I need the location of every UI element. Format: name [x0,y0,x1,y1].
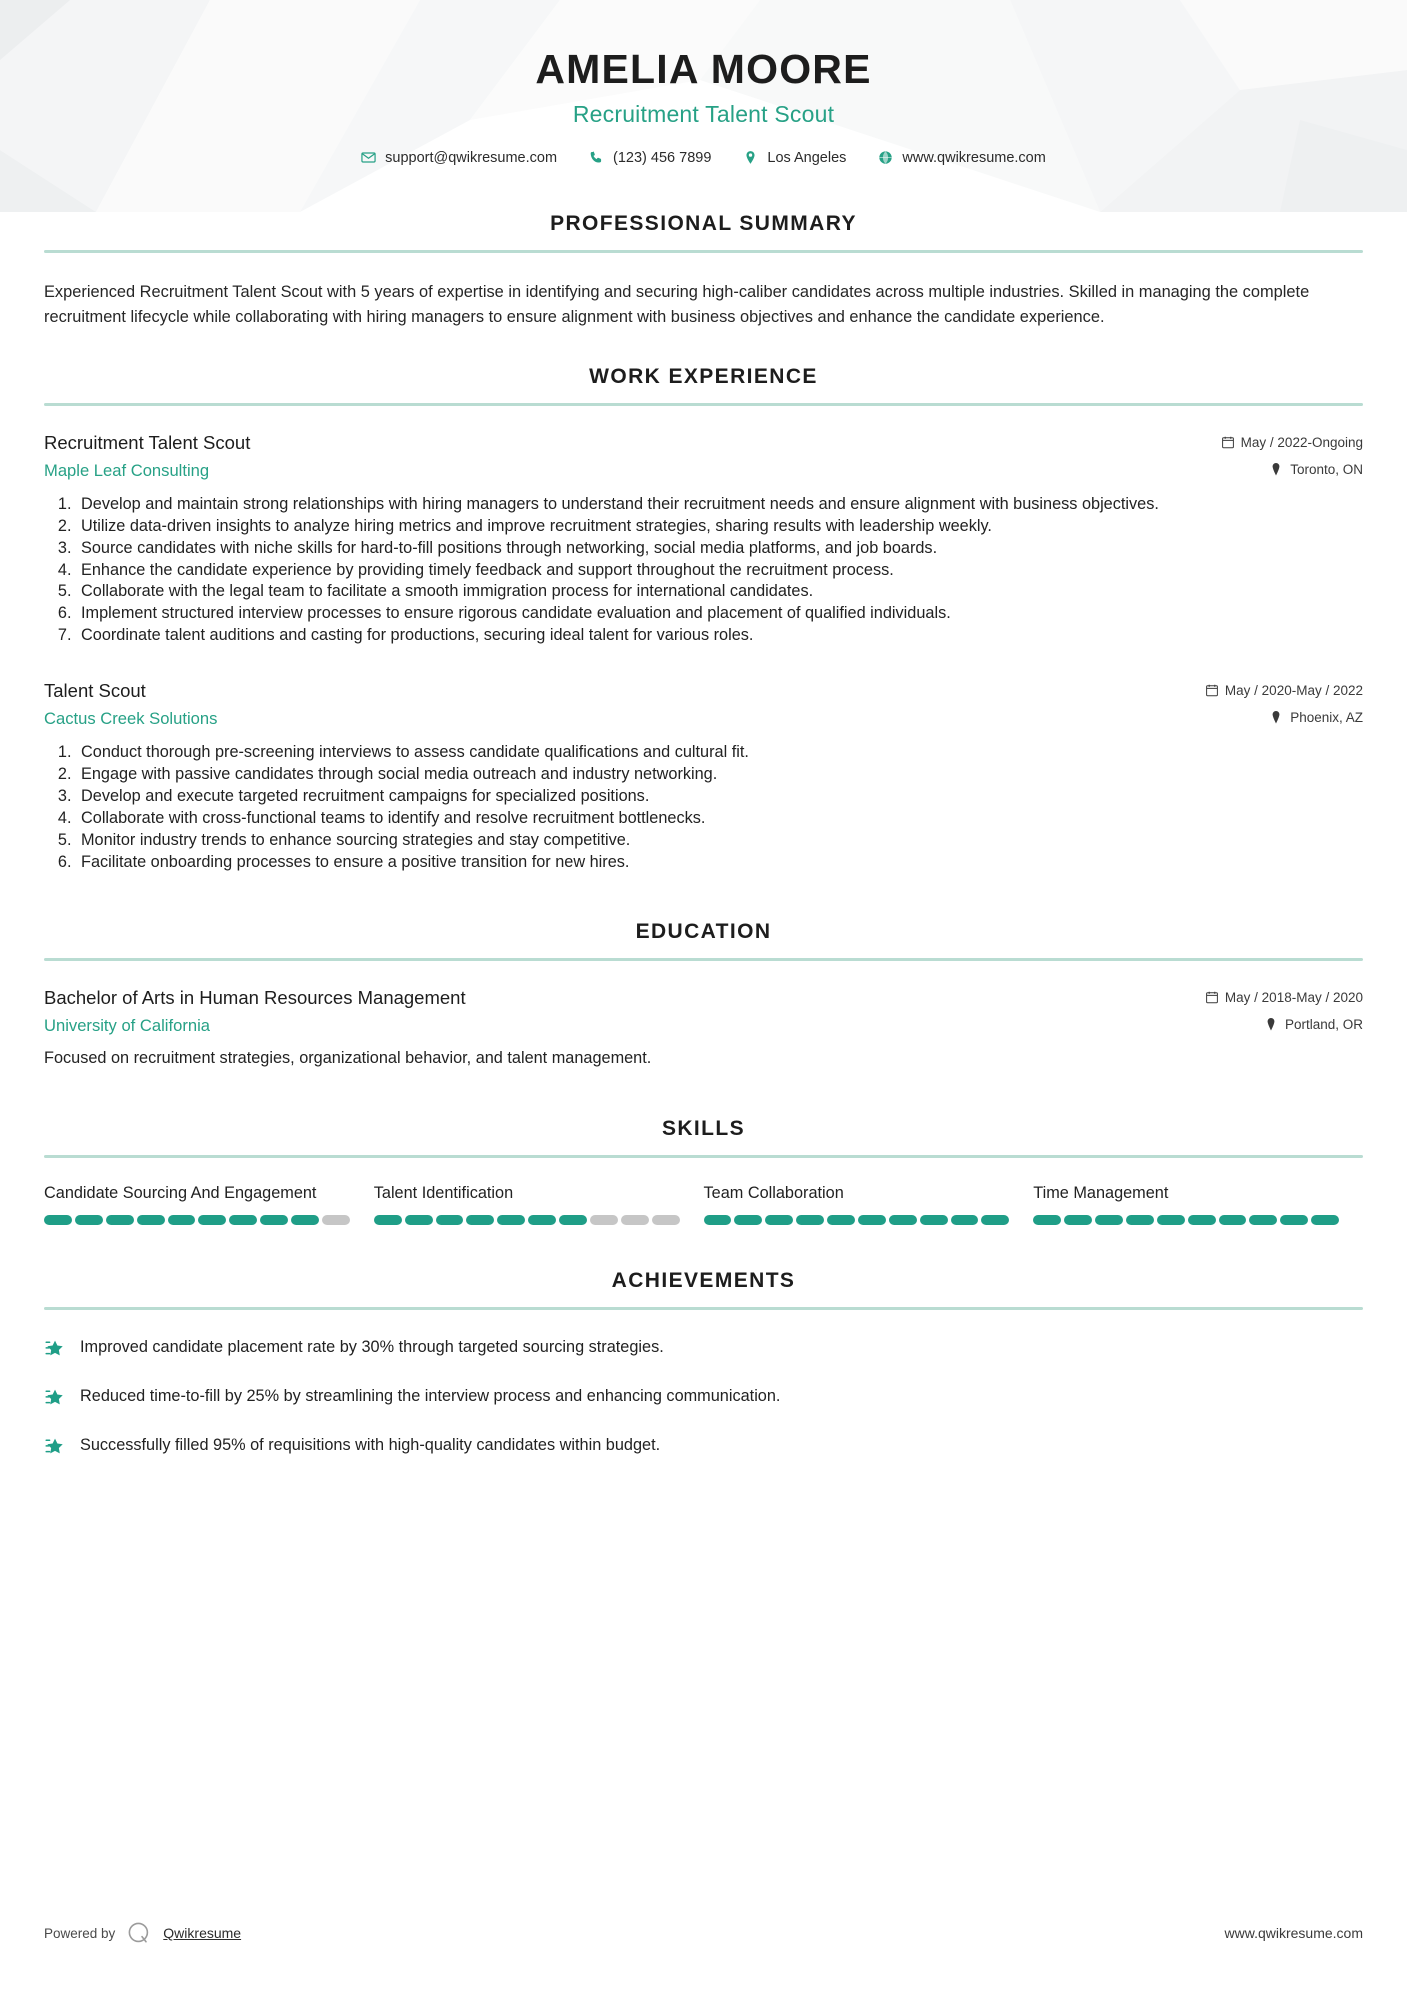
skill-rating-segment [436,1215,464,1225]
skill-rating-segment [1064,1215,1092,1225]
work-entry-dates [1222,435,1363,450]
contact-location-text: Los Angeles [767,149,847,166]
section-title-achievements: ACHIEVEMENTS [611,1268,796,1292]
contact-website-text: www.qwikresume.com [902,149,1046,166]
skill-rating-segment [44,1215,72,1225]
list-item: 2. Engage with passive candidates through social media outreach and industry networking. [76,764,1363,786]
map-pin-icon [1266,1018,1278,1031]
footer-branding [44,1920,241,1946]
education-entry-description: Focused on recruitment strategies, organizational behavior, and talent management. [44,1048,652,1067]
education-entry [44,987,1363,1070]
education-entry-location-text: Portland, OR [1284,1016,1363,1032]
work-entry-title: Recruitment Talent Scout [44,431,251,453]
education-entry-school: University of California [44,1015,210,1035]
work-entry-dates-text: May / 2022-Ongoing [1240,434,1363,450]
list-item: 4. Enhance the candidate experience by providing timely feedback and support throughout the recruitment process. [76,560,1363,582]
section-professional-summary [44,212,1363,331]
skill-rating-segment [652,1215,680,1225]
calendar-icon [1222,436,1234,449]
skill-rating-segment [796,1215,824,1225]
powered-by-label: Powered by [44,1925,116,1941]
skills-grid [44,1182,1363,1224]
skill-rating-segment [590,1215,618,1225]
skill-rating-segment [106,1215,134,1225]
work-entry-dates-text: May / 2020-May / 2022 [1224,683,1363,699]
skill-rating-segment [920,1215,948,1225]
professional-summary-text: Experienced Recruitment Talent Scout with 5 years of expertise in identifying and securing high-caliber candidates across multiple industries. Skilled in managing the complete recruitment lifecycle while collaborating with hiring managers to ensure alignment with business objectives and enhance the candidate experience. [44,283,1310,327]
skill-rating-segment [981,1215,1009,1225]
contact-phone-text: (123) 456 7899 [613,149,712,166]
calendar-icon [1206,684,1218,697]
skill-rating-segment [322,1215,350,1225]
section-skills [44,1117,1363,1224]
skill-rating-segment [405,1215,433,1225]
education-entry-location [1266,1017,1363,1032]
education-entry-dates [1206,990,1363,1005]
location-pin-icon [743,150,758,165]
work-entry-location-text: Phoenix, AZ [1290,710,1363,726]
skill-rating-segment [858,1215,886,1225]
skill-name: Time Management [1033,1184,1169,1203]
education-entry-dates-text: May / 2018-May / 2020 [1224,989,1363,1005]
skill-rating-segment [559,1215,587,1225]
skill-rating-segment [528,1215,556,1225]
list-item: 4. Collaborate with cross-functional teams to identify and resolve recruitment bottlenecks. [76,808,1363,830]
skill-rating-segment [291,1215,319,1225]
work-entry-company: Cactus Creek Solutions [44,709,218,729]
skill-rating-segment [1280,1215,1308,1225]
skill-rating-segment [168,1215,196,1225]
section-divider [44,250,1363,253]
section-work-experience [44,365,1363,874]
skill-item [44,1182,374,1224]
list-item: 6. Facilitate onboarding processes to ensure a positive transition for new hires. [76,852,1363,874]
achievement-text: Successfully filled 95% of requisitions with high-quality candidates within budget. [80,1435,661,1454]
resume-header [0,0,1407,212]
section-divider [44,1307,1363,1310]
skill-rating-segment [889,1215,917,1225]
page-title: AMELIA MOORE [535,46,872,92]
achievement-text: Reduced time-to-fill by 25% by streamlining the interview process and enhancing communication. [80,1386,781,1405]
skill-rating-segment [1157,1215,1185,1225]
section-divider [44,403,1363,406]
skill-name: Team Collaboration [703,1184,844,1203]
skill-rating-segment [1311,1215,1339,1225]
work-entry-title: Talent Scout [44,680,146,702]
phone-icon [589,150,604,165]
contact-email[interactable] [345,150,573,166]
list-item: 5. Collaborate with the legal team to facilitate a smooth immigration process for international candidates. [76,581,1363,603]
list-item: 5. Monitor industry trends to enhance sourcing strategies and stay competitive. [76,830,1363,852]
work-entry-bullets [44,742,1363,873]
work-entry-company: Maple Leaf Consulting [44,460,210,480]
work-entry [44,680,1363,873]
achievements-list [44,1336,1363,1457]
contact-website[interactable] [862,150,1061,166]
skill-rating-segment [466,1215,494,1225]
section-title-work-experience: WORK EXPERIENCE [589,364,818,388]
skill-rating-segment [1219,1215,1247,1225]
skill-rating-segment [260,1215,288,1225]
skill-rating-segment [497,1215,525,1225]
contact-email-text: support@qwikresume.com [385,149,558,166]
skill-item [704,1182,1034,1224]
section-title-professional-summary: PROFESSIONAL SUMMARY [550,212,857,235]
job-role-subtitle: Recruitment Talent Scout [572,100,835,127]
globe-icon [878,150,893,165]
contact-row [0,150,1407,166]
skill-rating-segment [765,1215,793,1225]
education-entry-degree: Bachelor of Arts in Human Resources Management [44,986,466,1008]
skill-rating-segment [374,1215,402,1225]
skill-rating-segment [827,1215,855,1225]
star-badge-icon [44,1386,66,1408]
section-divider [44,1155,1363,1158]
achievement-item [44,1385,1363,1408]
list-item: 2. Utilize data-driven insights to analyze hiring metrics and improve recruitment strategies, sharing results with leadership weekly. [76,516,1363,538]
mail-icon [361,150,376,165]
work-entry-location-text: Toronto, ON [1290,461,1363,477]
skill-rating-segment [621,1215,649,1225]
work-entry-bullets [44,494,1363,647]
skill-rating-segment [734,1215,762,1225]
calendar-icon [1206,991,1218,1004]
achievement-item [44,1336,1363,1359]
skill-rating-segment [1095,1215,1123,1225]
work-entry-location [1271,462,1363,477]
section-title-skills: SKILLS [661,1117,746,1141]
skill-rating-segment [198,1215,226,1225]
skill-rating-segment [951,1215,979,1225]
list-item: 3. Source candidates with niche skills for hard-to-fill positions through networking, social media platforms, and job boards. [76,538,1363,560]
list-item: 1. Conduct thorough pre-screening interviews to assess candidate qualifications and cultural fit. [76,742,1363,764]
skill-rating-segment [704,1215,732,1225]
section-education [44,920,1363,1070]
section-achievements [44,1269,1363,1457]
skill-rating-bar [1033,1215,1339,1225]
work-entry-dates [1206,683,1363,698]
skill-rating-bar [44,1215,350,1225]
skill-rating-segment [137,1215,165,1225]
qwikresume-logo-icon [126,1920,152,1946]
list-item: 3. Develop and execute targeted recruitment campaigns for specialized positions. [76,786,1363,808]
achievement-item [44,1434,1363,1457]
skill-rating-segment [1249,1215,1277,1225]
skill-rating-bar [374,1215,680,1225]
list-item: 6. Implement structured interview processes to ensure rigorous candidate evaluation and placement of qualified individuals. [76,603,1363,625]
list-item: 7. Coordinate talent auditions and casting for productions, securing ideal talent for various roles. [76,625,1363,647]
achievement-text: Improved candidate placement rate by 30% through targeted sourcing strategies. [80,1337,664,1356]
skill-rating-segment [1033,1215,1061,1225]
page-footer [44,1920,1363,1946]
map-pin-icon [1271,711,1283,724]
qwikresume-brand-link[interactable]: Qwikresume [163,1925,242,1941]
work-entry-location [1271,710,1363,725]
section-title-education: EDUCATION [635,919,772,943]
skill-name: Talent Identification [373,1184,514,1203]
skill-rating-segment [1188,1215,1216,1225]
skill-rating-bar [704,1215,1010,1225]
skill-item [374,1182,704,1224]
star-badge-icon [44,1337,66,1359]
contact-location[interactable] [727,150,862,166]
section-divider [44,958,1363,961]
footer-website[interactable]: www.qwikresume.com [1224,1925,1363,1941]
skill-rating-segment [75,1215,103,1225]
contact-phone[interactable] [573,150,727,166]
list-item: 1. Develop and maintain strong relationships with hiring managers to understand their recruitment needs and ensure alignment with business objectives. [76,494,1363,516]
skill-name: Candidate Sourcing And Engagement [44,1184,317,1203]
skill-item [1033,1182,1363,1224]
skill-rating-segment [1126,1215,1154,1225]
map-pin-icon [1271,463,1283,476]
star-badge-icon [44,1435,66,1457]
work-entry [44,432,1363,647]
skill-rating-segment [229,1215,257,1225]
